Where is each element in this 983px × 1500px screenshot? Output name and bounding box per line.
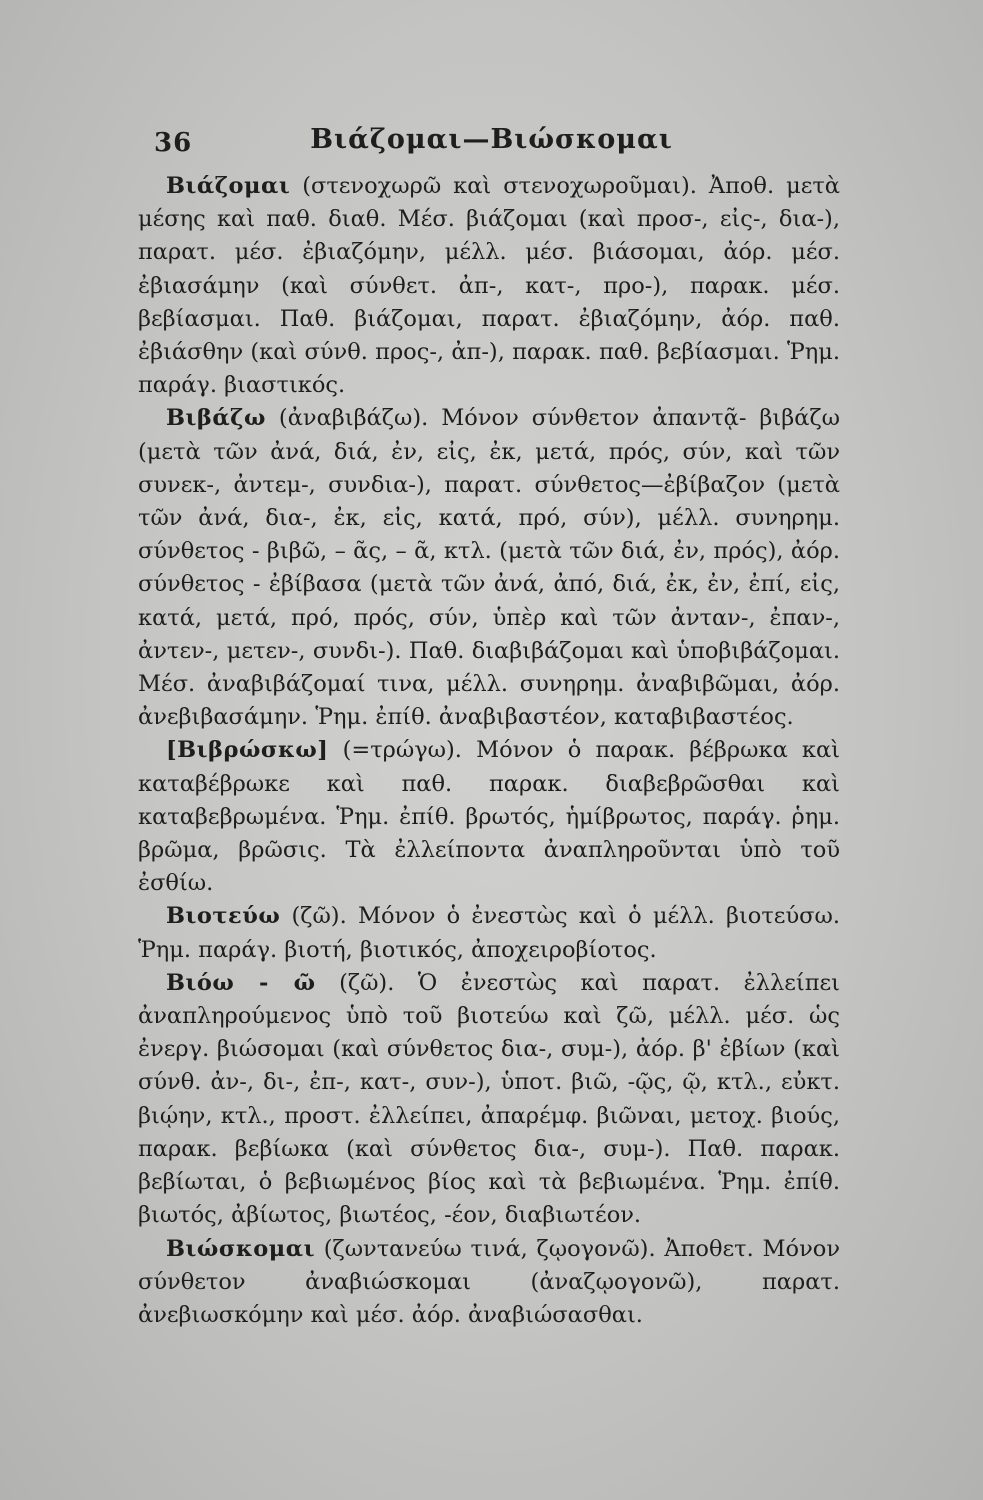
entry-bibazo <box>138 402 840 734</box>
headword: Βιάζομαι <box>166 173 291 199</box>
entry-text: (ἀναβιβάζω). Μόνον σύνθετον ἀπαντᾷ- βιβάζω (μετὰ τῶν ἀνά, διά, ἐν, εἰς, ἐκ, μετά, πρός, σύν, καὶ τῶν συνεκ-, ἀντεμ-, συνδια-), παρατ. σύνθετος—ἐβίβαζον (μετὰ τῶν ἀνά, δια-, ἐκ, εἰς, κατά, πρό, σύν), μέλλ. συνηρημ. σύνθετος - βιβῶ, – ᾶς, – ᾶ, κτλ. (μετὰ τῶν διά, ἐν, πρός), ἀόρ. σύνθετος - ἐβίβασα (μετὰ τῶν ἀνά, ἀπό, διά, ἐκ, ἐν, ἐπί, εἰς, κατά, μετά, πρό, πρός, σύν, ὑπὲρ καὶ τῶν ἀνταν-, ἐπαν-, ἀντεν-, μετεν-, συνδι-). Παθ. διαβιβάζομαι καὶ ὑποβιβάζομαι. Μέσ. ἀναβιβάζομαί τινα, μέλλ. συνηρημ. ἀναβιβῶμαι, ἀόρ. ἀνεβιβασάμην. Ῥημ. ἐπίθ. ἀναβιβαστέον, καταβιβαστέος. <box>138 405 840 731</box>
headword: Βιώσκομαι <box>166 1235 315 1262</box>
headword: Βιόω - ῶ <box>166 969 316 996</box>
entry-text: (ζωντανεύω τινά, ζῳογονῶ). Ἀποθετ. Μόνον σύνθετον ἀναβιώσκομαι (ἀναζῳογονῶ), παρατ. ἀνεβιωσκόμην καὶ μέσ. ἀόρ. ἀναβιώσασθαι. <box>138 1235 840 1328</box>
entry-text: (ζῶ). Μόνον ὁ ἐνεστὼς καὶ ὁ μέλλ. βιοτεύσω. Ῥημ. παράγ. βιοτή, βιοτικός, ἀποχειροβίοτος. <box>138 903 840 963</box>
page-number: 36 <box>154 128 193 158</box>
entry-bioskomai <box>138 1233 840 1333</box>
headword: Βιβάζω <box>166 405 266 432</box>
entry-text: (στενοχωρῶ καὶ στενοχωροῦμαι). Ἀποθ. μετὰ μέσης καὶ παθ. διαθ. Μέσ. βιάζομαι (καὶ προσ-, εἰς-, δια-), παρατ. μέσ. ἐβιαζόμην, μέλλ. μέσ. βιάσομαι, ἀόρ. μέσ. ἐβιασάμην (καὶ σύνθετ. ἀπ-, κατ-, προ-), παρακ. μέσ. βεβίασμαι. Παθ. βιάζομαι, παρατ. ἐβιαζόμην, ἀόρ. παθ. ἐβιάσθην (καὶ σύνθ. προς-, ἀπ-), παρακ. παθ. βεβίασμαι. Ῥημ. παράγ. βιαστικός. <box>138 173 840 399</box>
entry-bioo <box>138 967 840 1233</box>
entry-text: (ζῶ). Ὁ ἐνεστὼς καὶ παρατ. ἐλλείπει ἀναπληρούμενος ὑπὸ τοῦ βιοτεύω καὶ ζῶ, μέλλ. μέσ. ὡς ἐνεργ. βιώσομαι (καὶ σύνθετος δια-, συμ-), ἀόρ. β' ἐβίων (καὶ σύνθ. ἀν-, δι-, ἐπ-, κατ-, συν-), ὑποτ. βιῶ, -ῷς, ῷ, κτλ., εὐκτ. βιῴην, κτλ., προστ. ἐλλείπει, ἀπαρέμφ. βιῶναι, μετοχ. βιούς, παρακ. βεβίωκα (καὶ σύνθετος δια-, συμ-). Παθ. παρακ. βεβίωται, ὁ βεβιωμένος βίος καὶ τὰ βεβιωμένα. Ῥημ. ἐπίθ. βιωτός, ἀβίωτος, βιωτέος, -έον, διαβιωτέον. <box>138 969 841 1229</box>
headword: [Βιβρώσκω] <box>166 737 329 764</box>
entry-biazomai <box>138 170 840 402</box>
running-head: Βιάζομαι—Βιώσκομαι <box>310 124 673 155</box>
entry-bibrosko <box>138 734 840 900</box>
entry-bioteuo <box>138 900 840 966</box>
headword: Βιοτεύω <box>166 903 281 930</box>
entry-text: (=τρώγω). Μόνον ὁ παρακ. βέβρωκα καὶ καταβέβρωκε καὶ παθ. παρακ. διαβεβρῶσθαι καὶ καταβεβρωμένα. Ῥημ. ἐπίθ. βρωτός, ἡμίβρωτος, παράγ. ῥημ. βρῶμα, βρῶσις. Τὰ ἐλλείποντα ἀναπληροῦνται ὑπὸ τοῦ ἐσθίω. <box>138 737 841 897</box>
dictionary-body <box>138 170 840 1332</box>
